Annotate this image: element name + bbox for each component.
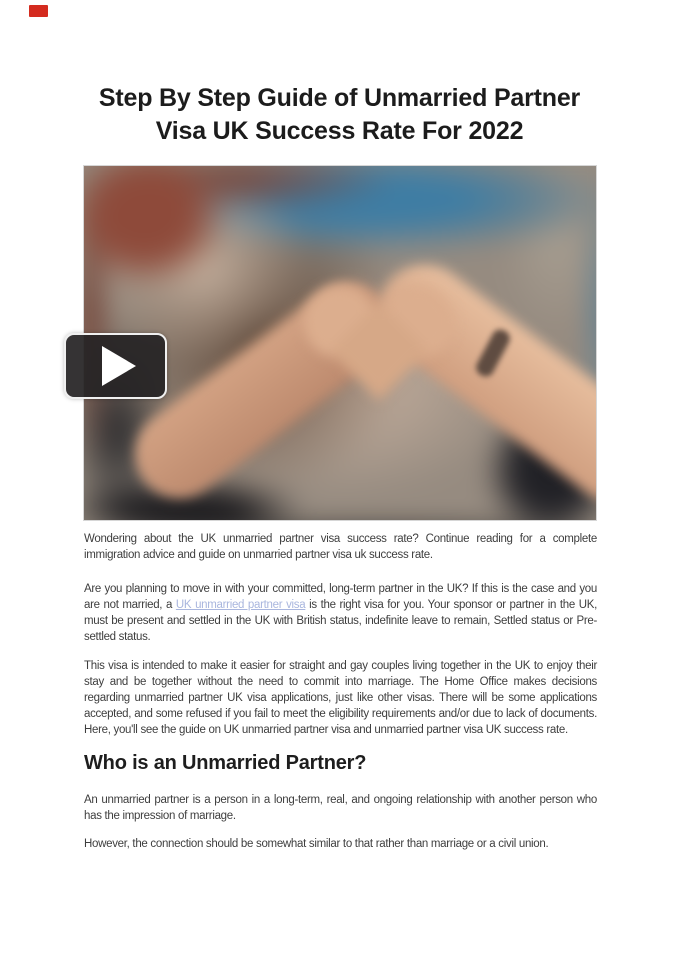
paragraph-definition: An unmarried partner is a person in a long-term, real, and ongoing relationship with another person who has the impression of marriage. — [84, 794, 597, 822]
paragraph-connection: However, the connection should be somewhat similar to that rather than marriage or a civil union. — [84, 838, 549, 850]
paragraph-visa-overview — [84, 581, 597, 645]
play-button[interactable] — [64, 333, 167, 399]
photo-heart-hands — [304, 286, 454, 396]
article-body — [84, 531, 597, 852]
red-badge-icon — [29, 5, 48, 17]
paragraph-visa-purpose: This visa is intended to make it easier for straight and gay couples living together in the UK to enjoy their stay and be together without the need to commit into marriage. The Home Office makes decisions regarding unmarried partner UK visa applications, just like other visas. There will be some applications accepted, and some refused if you fail to meet the eligibility requirements and/or due to lack of documents. Here, you'll see the guide on UK unmarried partner visa and unmarried partner visa UK success rate. — [84, 660, 597, 736]
play-icon — [102, 346, 136, 386]
page-title-line-1: Step By Step Guide of Unmarried Partner — [98, 84, 581, 112]
paragraph-visa-overview-after-link: is the right visa for you. Your sponsor or partner in the UK, must be present and settled in the UK with British status, indefinite leave to remain, Settled status or Pre-settled status. — [84, 599, 597, 643]
paragraph-intro: Wondering about the UK unmarried partner visa success rate? Continue reading for a complete immigration advice and guide on unmarried partner visa uk success rate. — [84, 533, 597, 561]
unmarried-partner-visa-link[interactable]: UK unmarried partner visa — [175, 599, 306, 611]
section-heading-who-is-unmarried-partner: Who is an Unmarried Partner? — [84, 752, 367, 774]
paragraph-visa-overview-before-link: Are you planning to move in with your committed, long-term partner in the UK? If this is the case and you are not married, a — [84, 583, 597, 611]
page-title-line-2: Visa UK Success Rate For 2022 — [155, 117, 524, 145]
page-title — [0, 82, 679, 148]
